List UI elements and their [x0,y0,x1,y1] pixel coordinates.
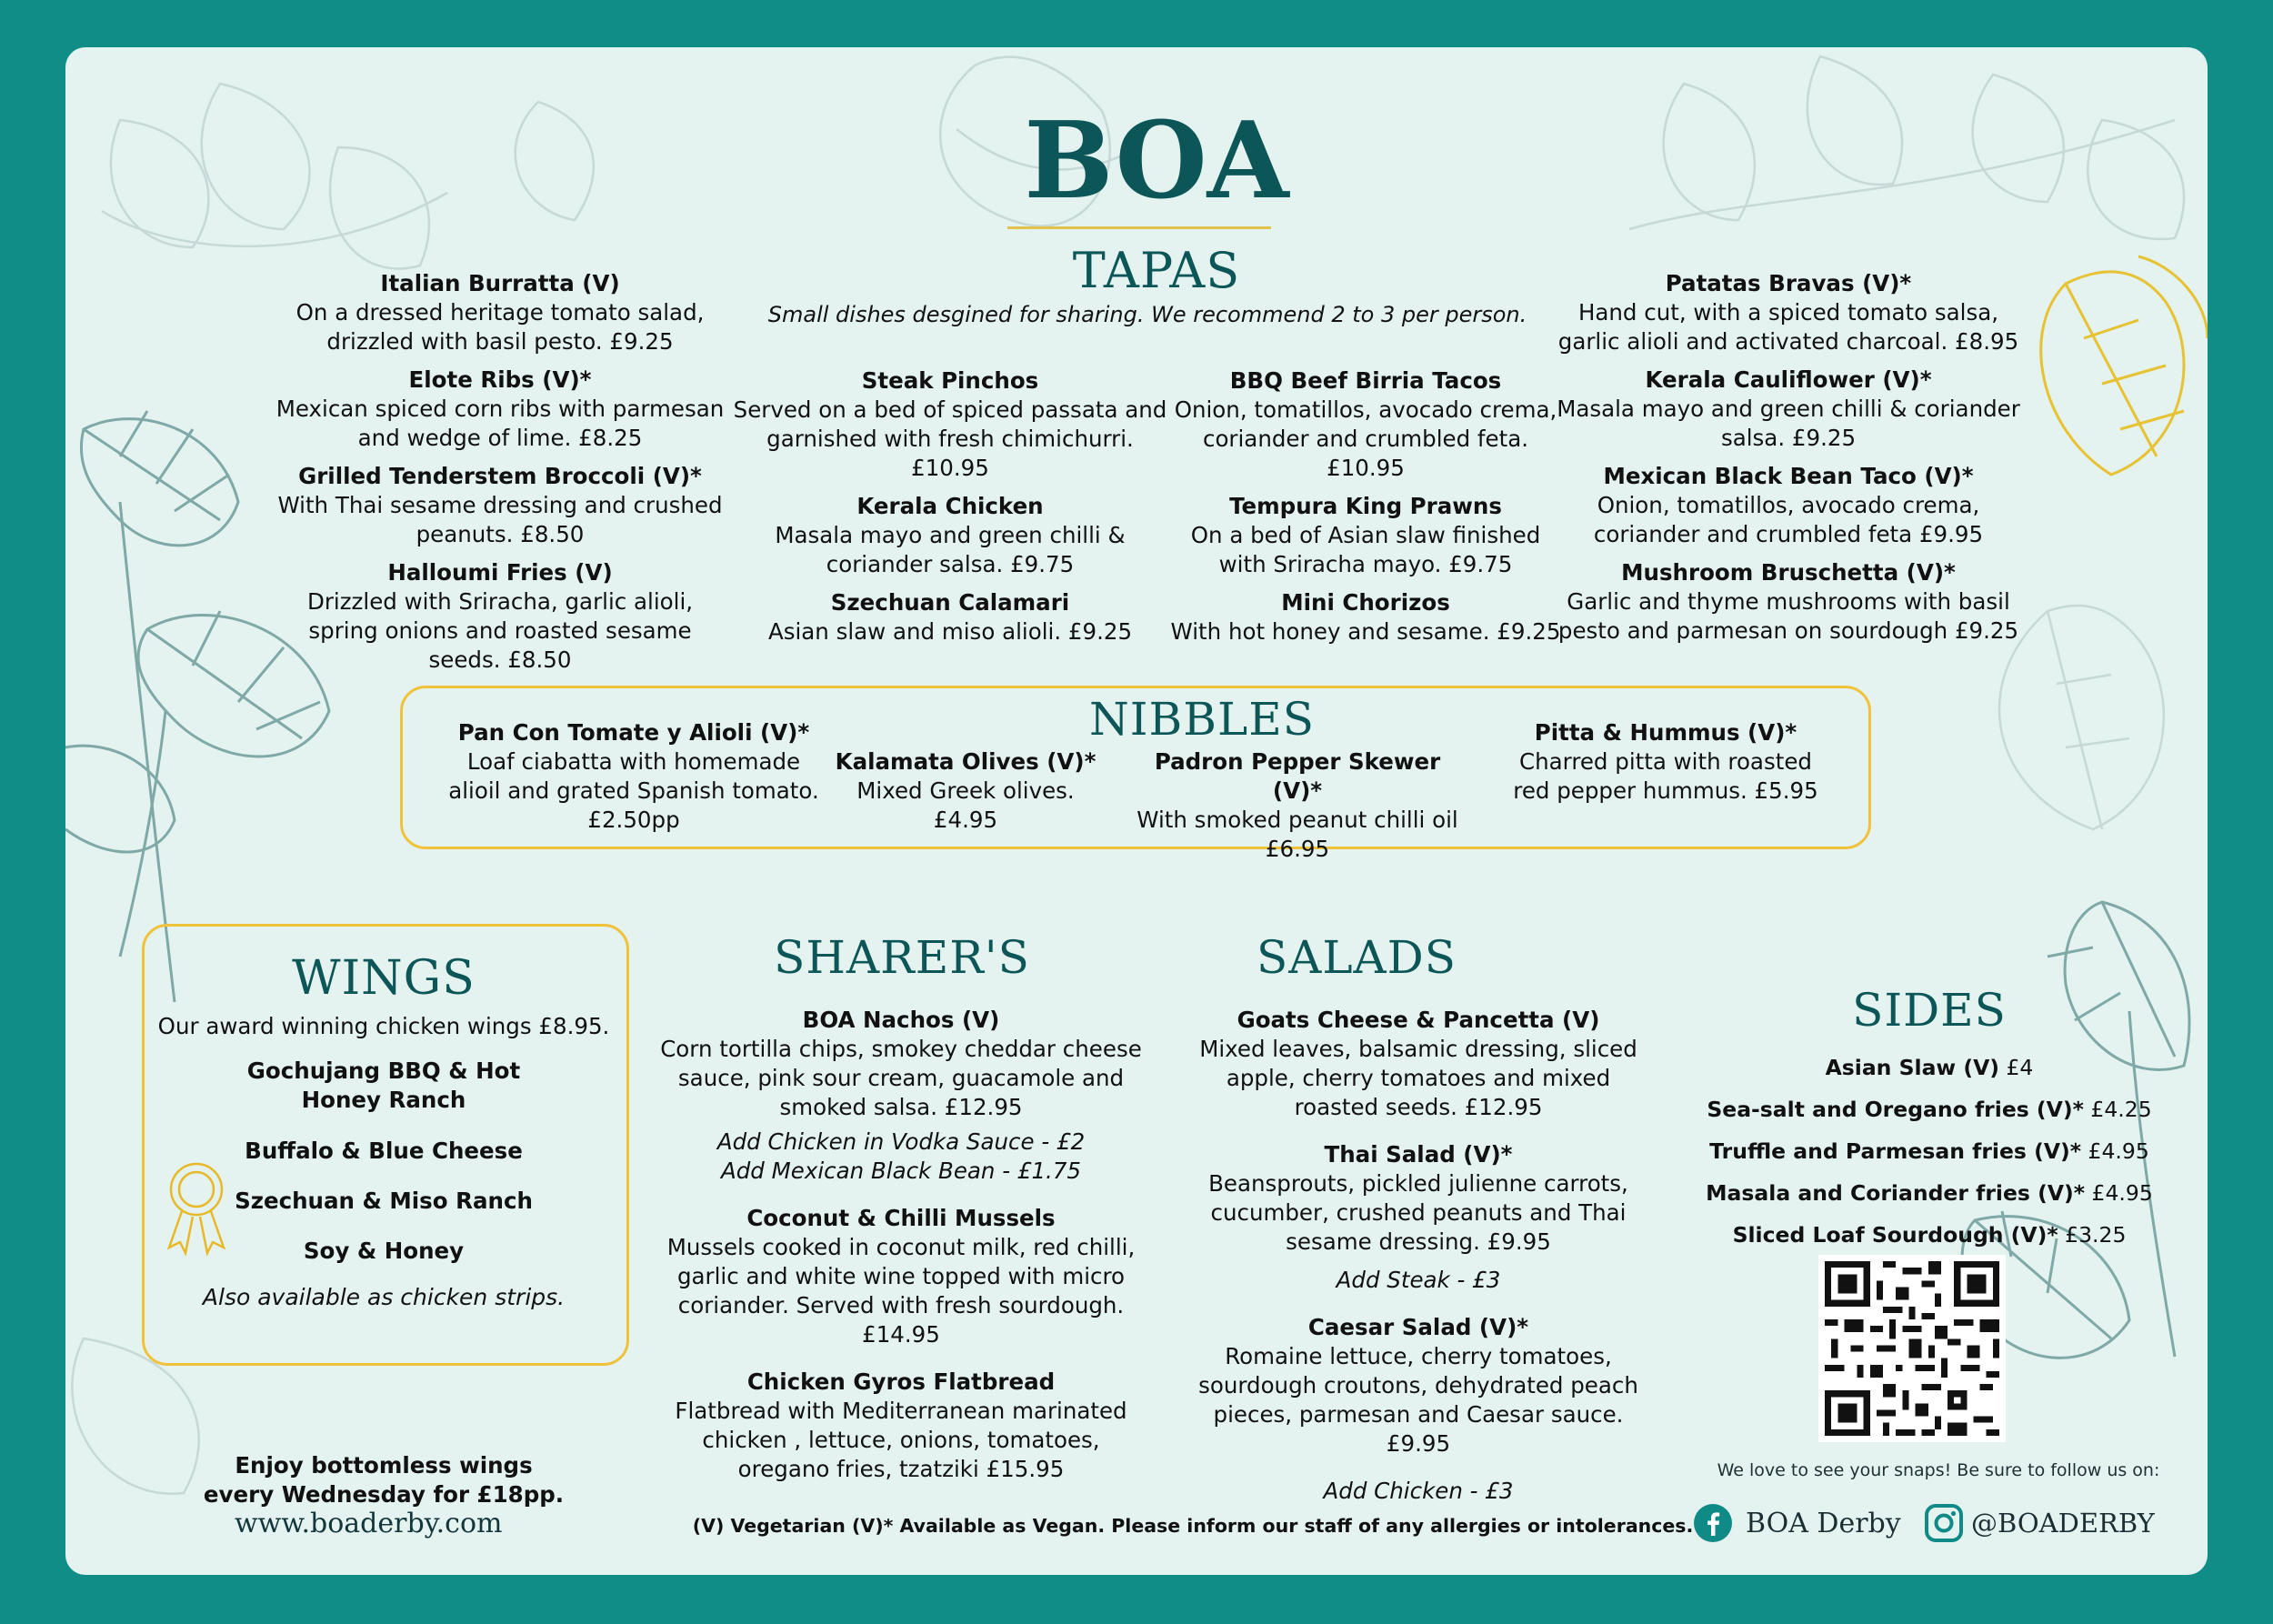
menu-item [660,1006,1142,1122]
menu-item [1557,558,2020,646]
item-extra: Add Chicken - £3 [1323,1478,1514,1504]
item-extra: Add Steak - £3 [1336,1267,1501,1293]
item-desc: Mixed Greek olives. £4.95 [856,777,1075,833]
item-desc: On a bed of Asian slaw finished with Sriracha mayo. £9.75 [1190,522,1541,577]
item-name: Italian Burratta (V) [380,270,620,296]
side-item: Masala and Coriander fries (V)* £4.95 [1706,1180,2153,1206]
item-desc: Hand cut, with a spiced tomato salsa, garlic alioli and activated charcoal. £8.95 [1557,299,2019,355]
item-desc: Masala mayo and green chilli & coriander salsa. £9.75 [775,522,1126,577]
side-item: Asian Slaw (V) £4 [1825,1055,2034,1080]
sides-list [1684,1051,2175,1251]
website-link[interactable]: www.boaderby.com [235,1508,503,1539]
instagram-handle: @BOADERBY [1971,1508,2155,1539]
item-name: Elote Ribs (V)* [408,366,592,393]
salads-heading: SALADS [1256,931,1457,984]
tapas-column-1 [273,269,727,675]
item-name: Kerala Chicken [856,493,1044,519]
side-item: Sliced Loaf Sourdough (V)* £3.25 [1732,1222,2127,1248]
menu-item [1182,1140,1655,1257]
item-desc: Asian slaw and miso alioli. £9.25 [767,618,1133,645]
brand-logo: BOA [1024,99,1289,223]
menu-item [660,1204,1142,1349]
item-desc: Onion, tomatillos, avocado crema, coriander and crumbled feta. £10.95 [1174,396,1557,481]
sides-heading: SIDES [1852,984,2007,1037]
item-desc: Beansprouts, pickled julienne carrots, cucumber, crushed peanuts and Thai sesame dressing. £9.95 [1208,1170,1628,1255]
item-name: BBQ Beef Birria Tacos [1229,367,1502,394]
item-name: Mushroom Bruschetta (V)* [1621,559,1956,586]
item-extra: Add Mexican Black Bean - £1.75 [720,1158,1082,1184]
item-desc: Charred pitta with roasted red pepper hummus. £5.95 [1513,748,1818,804]
item-name: Mini Chorizos [1281,589,1450,616]
menu-item [1182,1006,1655,1122]
facebook-handle: BOA Derby [1746,1507,1901,1539]
item-name: Halloumi Fries (V) [387,559,613,586]
menu-item [660,1368,1142,1484]
item-name: Caesar Salad (V)* [1307,1314,1529,1340]
item-desc: Mexican spiced corn ribs with parmesan and wedge of lime. £8.25 [275,396,725,451]
nibble-item [438,718,829,835]
item-name: Thai Salad (V)* [1324,1141,1513,1168]
item-desc: Loaf ciabatta with homemade alioil and grated Spanish tomato. £2.50pp [448,748,819,833]
wing-flavour: Buffalo & Blue Cheese [245,1138,523,1164]
menu-card [65,47,2208,1575]
menu-item [273,462,727,549]
item-name: Mexican Black Bean Taco (V)* [1603,463,1974,489]
facebook-icon [1693,1503,1733,1543]
tapas-column-4 [1557,269,2020,646]
menu-item [1166,492,1566,579]
menu-item [1557,269,2020,356]
item-desc: On a dressed heritage tomato salad, drizzled with basil pesto. £9.25 [295,299,705,355]
item-name: Patatas Bravas (V)* [1665,270,1912,296]
tapas-heading: TAPAS [1072,242,1241,299]
wing-flavour: Szechuan & Miso Ranch [235,1188,533,1214]
menu-item [1182,1313,1655,1459]
item-desc: Masala mayo and green chilli & coriander salsa. £9.25 [1557,396,2020,451]
item-name: Pan Con Tomate y Alioli (V)* [457,719,810,746]
sharers-heading: SHARER'S [774,931,1030,984]
item-name: Tempura King Prawns [1229,493,1502,519]
item-desc: With hot honey and sesame. £9.25 [1170,618,1561,645]
social-prompt: We love to see your snaps! Be sure to follow us on: [1717,1460,2160,1480]
item-name: Chicken Gyros Flatbread [746,1368,1056,1395]
side-item: Sea-salt and Oregano fries (V)* £4.25 [1707,1097,2152,1122]
menu-item [1166,588,1566,647]
instagram-link[interactable] [1924,1500,2208,1546]
item-extra: Add Chicken in Vodka Sauce - £2 [716,1128,1086,1155]
nibbles-heading: NIBBLES [1089,693,1315,746]
item-name: Coconut & Chilli Mussels [746,1205,1056,1231]
item-desc: Corn tortilla chips, smokey cheddar cheese sauce, pink sour cream, guacamole and smoked salsa. £12.95 [660,1036,1142,1120]
item-desc: Drizzled with Sriracha, garlic alioli, spring onions and roasted sesame seeds. £8.50 [306,588,694,673]
nibble-item [829,747,1102,835]
item-name: Goats Cheese & Pancetta (V) [1237,1007,1600,1033]
menu-item [273,558,727,675]
instagram-icon [1924,1503,1964,1543]
menu-item [727,492,1173,579]
award-rosette-icon [162,1158,231,1258]
tapas-column-2 [727,366,1173,647]
item-name: Pitta & Hummus (V)* [1534,719,1797,746]
tapas-column-3 [1166,366,1566,647]
salads-column [1182,1006,1655,1506]
qr-code-icon[interactable] [1818,1255,2006,1442]
brand-divider [1007,226,1271,229]
item-name: Padron Pepper Skewer (V)* [1154,748,1441,804]
menu-item [1557,366,2020,453]
menu-item [273,366,727,453]
item-desc: Flatbread with Mediterranean marinated chicken , lettuce, onions, tomatoes, oregano fries, tzatziki £15.95 [675,1398,1127,1482]
item-name: Szechuan Calamari [830,589,1070,616]
nibble-item [1129,747,1466,864]
item-desc: Mussels cooked in coconut milk, red chilli, garlic and white wine topped with micro coriander. Served with fresh sourdough. £14.95 [666,1234,1136,1348]
wings-heading: WINGS [292,951,476,1006]
menu-item [273,269,727,356]
item-desc: Onion, tomatillos, avocado crema, coriander and crumbled feta £9.95 [1593,492,1984,547]
menu-item [1166,366,1566,483]
item-name: Grilled Tenderstem Broccoli (V)* [298,463,702,489]
allergy-notice: (V) Vegetarian (V)* Available as Vegan. Please inform our staff of any allergies or intolerances. [692,1515,1694,1537]
menu-item [1557,462,2020,549]
item-name: Steak Pinchos [861,367,1039,394]
item-desc: Mixed leaves, balsamic dressing, sliced apple, cherry tomatoes and mixed roasted seeds. £12.95 [1199,1036,1637,1120]
item-desc: Garlic and thyme mushrooms with basil pesto and parmesan on sourdough £9.25 [1557,588,2019,644]
wings-note: Also available as chicken strips. [202,1284,566,1310]
menu-item [727,366,1173,483]
item-name: Kalamata Olives (V)* [835,748,1096,775]
item-desc: Served on a bed of spiced passata and garnished with fresh chimichurri. £10.95 [733,396,1167,481]
side-item: Truffle and Parmesan fries (V)* £4.95 [1709,1138,2149,1164]
item-desc: With smoked peanut chilli oil £6.95 [1136,807,1458,862]
item-desc: Romaine lettuce, cherry tomatoes, sourdough croutons, dehydrated peach pieces, parmesan and Caesar sauce. £9.95 [1198,1343,1638,1457]
item-desc: With Thai sesame dressing and crushed peanuts. £8.50 [277,492,723,547]
sharers-column [660,1006,1142,1484]
tapas-subtitle: Small dishes desgined for sharing. We recommend 2 to 3 per person. [767,302,1527,327]
item-name: Kerala Cauliflower (V)* [1645,366,1932,393]
menu-item [727,588,1173,647]
wing-flavour: Soy & Honey [303,1238,465,1264]
wings-promo: Enjoy bottomless wings every Wednesday for £18pp. [203,1452,565,1508]
nibble-item [1511,718,1820,806]
wing-flavour: Gochujang BBQ & Hot Honey Ranch [246,1058,521,1113]
wings-intro: Our award winning chicken wings £8.95. [157,1013,610,1039]
item-name: BOA Nachos (V) [802,1007,1000,1033]
